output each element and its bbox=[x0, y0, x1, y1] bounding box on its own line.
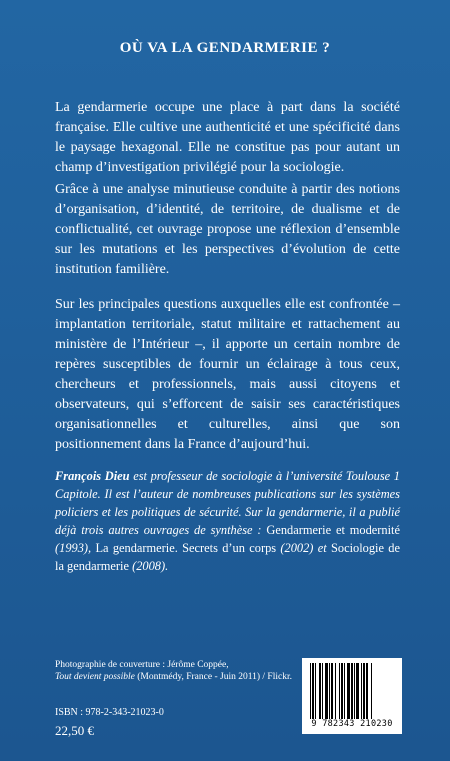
photo-credit-rest: (Montmédy, France - Juin 2011) / Flickr. bbox=[134, 672, 292, 682]
summary-paragraph-3: Sur les principales questions auxquelles elle est confrontée – implantation territoriale, statut militaire et rattachement au ministère de l’Intérieur –, il apporte un certain nombre de repères susceptibles de fournir un éclairage à tous ceux, chercheurs et professionnels, mais aussi citoyens et observateurs, qui s’efforcent de saisir ses caractéristiques organisationnelles et culturelles, ainsi que son positionnement dans la France d’aujourd’hui. bbox=[55, 297, 400, 452]
photo-credit bbox=[55, 659, 295, 683]
bio-text: est professeur de sociologie à l’université Toulouse 1 Capitole. Il est l’auteur de nombreuses publications sur les systèmes policiers et les politiques de sécurité. Sur la gendarmerie, il a publié déjà trois autres ouvrages de synthèse : bbox=[55, 469, 400, 537]
photo-credit-line: Photographie de couverture : Jérôme Coppée, bbox=[55, 660, 229, 670]
isbn: ISBN : 978-2-343-21023-0 bbox=[55, 707, 164, 718]
bio-book-1: Gendarmerie et modernité bbox=[266, 523, 400, 537]
bio-book-3: Sociologie de la gendarmerie bbox=[55, 541, 400, 573]
bio-year-3: (2008). bbox=[128, 559, 169, 573]
price: 22,50 € bbox=[55, 723, 94, 738]
author-name: François Dieu bbox=[55, 469, 130, 483]
barcode-bars-icon bbox=[310, 663, 394, 719]
photo-credit-work: Tout devient possible bbox=[55, 672, 135, 682]
barcode bbox=[302, 658, 402, 734]
book-title: OÙ VA LA GENDARMERIE ? bbox=[119, 40, 331, 56]
summary-paragraph-2: Grâce à une analyse minutieuse conduite à partir des notions d’organisation, d’identité, de territoire, de dualisme et de conflictualité, cet ouvrage propose une réflexion d’ensemble sur les mutations et les perspectives d’évolution de cette institution familière. bbox=[55, 182, 400, 277]
bio-year-2: (2002) et bbox=[276, 541, 331, 555]
bio-year-1: (1993), bbox=[55, 541, 92, 555]
bio-book-2: La gendarmerie. Secrets d’un corps bbox=[91, 541, 277, 555]
summary-paragraph-1: La gendarmerie occupe une place à part dans la société française. Elle cultive une authenticité et une spécificité dans le paysage hexagonal. Elle ne constitue pas pour autant un champ d’investigation privilégié pour la sociologie. bbox=[55, 100, 400, 175]
barcode-digits: 9 782343 210230 bbox=[311, 719, 393, 729]
author-bio bbox=[55, 467, 400, 575]
